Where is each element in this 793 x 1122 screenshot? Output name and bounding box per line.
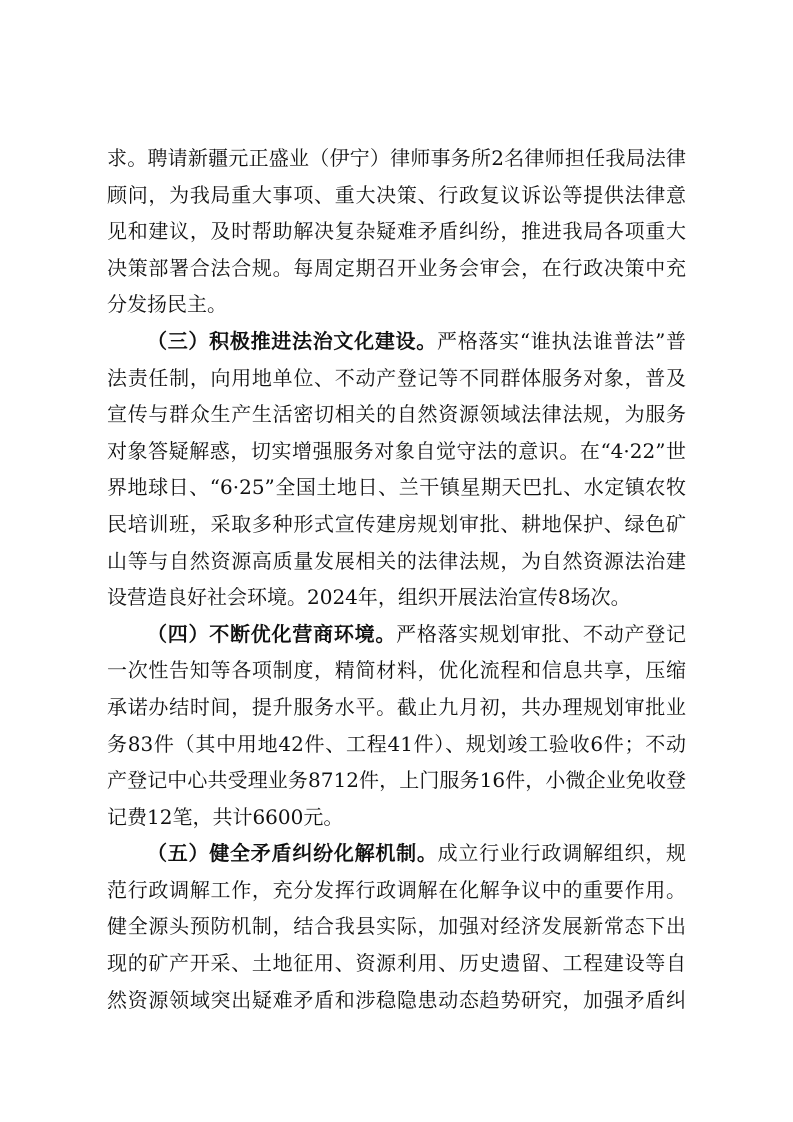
section-heading: （四）不断优化营商环境。 xyxy=(147,621,397,646)
section-heading: （三）积极推进法治文化建设。 xyxy=(147,328,437,353)
document-body xyxy=(107,140,686,1018)
paragraph-body: 成立行业行政调解组织，规范行政调解工作，充分发挥行政调解在化解争议中的重要作用。健全源头预防机制，结合我县实际，加强对经济发展新常态下出现的矿产开采、土地征用、资源利用、历史遗留、工程建设等自然资源领域突出疑难矛盾和涉稳隐患动态趋势研究，加强矛盾纠 xyxy=(107,841,687,1012)
paragraph-dispute-resolution xyxy=(107,835,686,1018)
section-heading: （五）健全矛盾纠纷化解机制。 xyxy=(147,841,438,866)
paragraph-legal-culture xyxy=(107,323,686,616)
paragraph-body: 求。聘请新疆元正盛业（伊宁）律师事务所2名律师担任我局法律顾问，为我局重大事项、重大决策、行政复议诉讼等提供法律意见和建议，及时帮助解决复杂疑难矛盾纠纷，推进我局各项重大决策部署合法合规。每周定期召开业务会审会，在行政决策中充分发扬民主。 xyxy=(107,146,686,317)
paragraph-body: 严格落实规划审批、不动产登记一次性告知等各项制度，精简材料，优化流程和信息共享，压缩承诺办结时间，提升服务水平。截止九月初，共办理规划审批业务83件（其中用地42件、工程41件）、规划竣工验收6件；不动产登记中心共受理业务8712件，上门服务16件，小微企业免收登记费12笔，共计6600元。 xyxy=(107,621,687,829)
paragraph-body: 严格落实“谁执法谁普法”普法责任制，向用地单位、不动产登记等不同群体服务对象，普及宣传与群众生产生活密切相关的自然资源领域法律法规，为服务对象答疑解惑，切实增强服务对象自觉守法的意识。在“4·22”世界地球日、“6·25”全国土地日、兰干镇星期天巴扎、水定镇农牧民培训班，采取多种形式宣传建房规划审批、耕地保护、绿色矿山等与自然资源高质量发展相关的法律法规，为自然资源法治建设营造良好社会环境。2024年，组织开展法治宣传8场次。 xyxy=(107,328,687,610)
paragraph-legal-advisors xyxy=(107,140,686,323)
paragraph-business-environment xyxy=(107,616,686,836)
